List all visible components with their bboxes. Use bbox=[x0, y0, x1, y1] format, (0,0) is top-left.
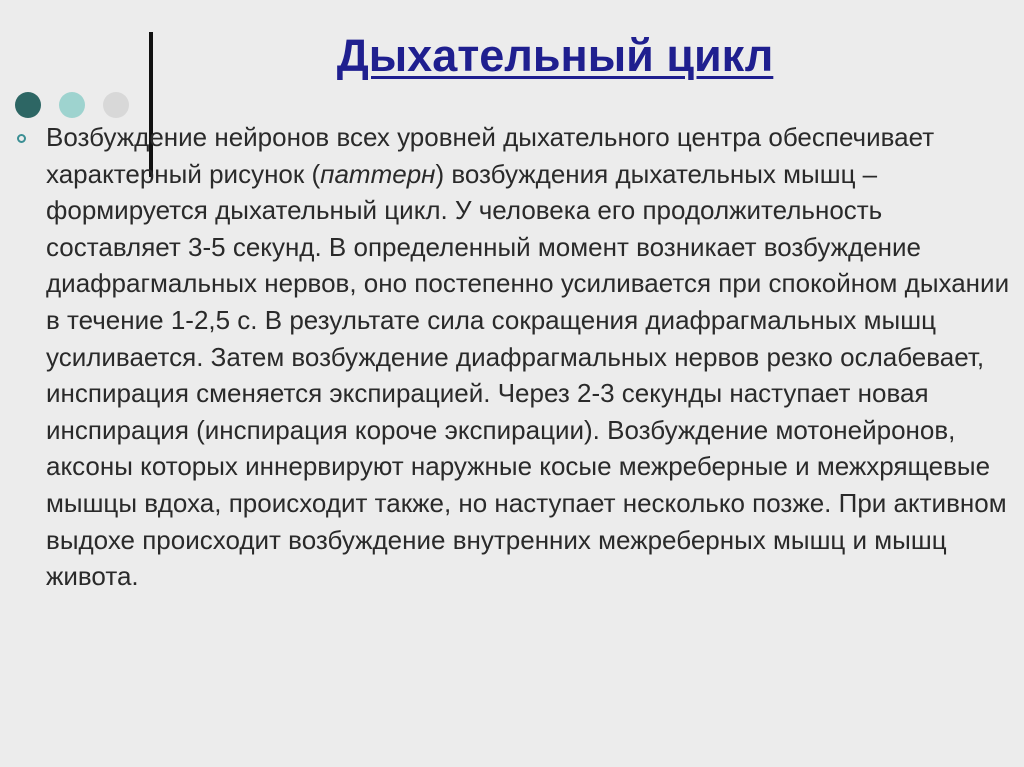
slide-title: Дыхательный цикл bbox=[336, 30, 774, 81]
decorative-dot-grey bbox=[103, 92, 129, 118]
decorative-dot-dark bbox=[15, 92, 41, 118]
paragraph-italic-term: паттерн bbox=[320, 158, 436, 189]
paragraph-text-part-3: ) возбуждения дыхательных мышц – формируется дыхательный цикл. У человека его продолжительность составляет 3-5 секунд. В определенный момент возникает возбуждение диафрагмальных нервов, оно постепенно усиливается при спокойном дыхании в течение 1-2,5 с. В результате сила сокращения диафрагмальных мышц усиливается. Затем возбуждение диафрагмальных нервов резко ослабевает, инспирация сменяется экспирацией. Через 2-3 секунды наступает новая инспирация (инспирация короче экспирации). Возбуждение мотонейронов, аксоны которых иннервируют наружные косые межреберные и межхрящевые мышцы вдоха, происходит также, но наступает несколько позже. При активном выдохе происходит возбуждение внутренних межреберных мышц и мышц живота. bbox=[46, 158, 1010, 592]
hollow-circle-bullet-icon bbox=[17, 134, 26, 143]
slide-body-paragraph bbox=[46, 119, 1016, 595]
paragraph-text-part-1: Возбуждение нейронов всех уровней дыхательного центра обеспечивает характерный рисунок ( bbox=[46, 122, 935, 189]
decorative-dot-light bbox=[59, 92, 85, 118]
